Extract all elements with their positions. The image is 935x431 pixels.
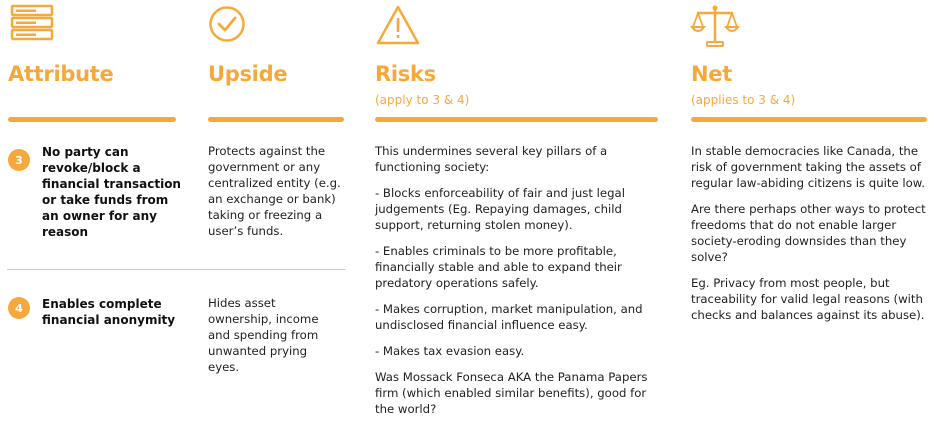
row-divider [7,269,346,270]
header-rule-risks [375,117,658,122]
header-rule-net [691,117,927,122]
risks-paragraph: - Makes tax evasion easy. [375,344,525,358]
attribute-text: Enables complete financial anonymity [42,297,176,327]
net-paragraph: In stable democracies like Canada, the risk of government taking the assets of regular law-abiding citizens is quite low. [691,144,925,190]
header-risks: Risks [375,62,436,86]
risks-column [375,143,667,427]
header-net: Net [691,62,732,86]
header-upside: Upside [208,62,288,86]
header-rule-attribute [8,117,176,122]
server-stack-icon [10,4,56,42]
header-risks-subtitle: (apply to 3 & 4) [375,93,470,107]
check-circle-icon [208,5,248,45]
risks-paragraph: - Blocks enforceability of fair and just legal judgements (Eg. Repaying damages, child support, returning stolen money). [375,186,625,232]
upside-text: Protects against the government or any centralized entity (e.g. an exchange or bank) taking or freezing a user’s funds. [208,144,341,238]
risks-paragraph: This undermines several key pillars of a functioning society: [375,144,608,174]
header-attribute: Attribute [8,62,114,86]
header-net-subtitle: (applies to 3 & 4) [691,93,796,107]
net-column [691,143,929,333]
attribute-text: No party can revoke/block a financial transaction or take funds from an owner for any reason [42,145,181,239]
upside-text: Hides asset ownership, income and spending from unwanted prying eyes. [208,296,319,374]
net-paragraph: Eg. Privacy from most people, but traceability for valid legal reasons (with checks and balances against its abuse). [691,276,925,322]
row-badge: 4 [8,297,30,319]
risks-paragraph: - Enables criminals to be more profitable, financially stable and able to expand their predatory operations safely. [375,244,622,290]
risks-paragraph: Was Mossack Fonseca AKA the Panama Papers firm (which enabled similar benefits), good for the world? [375,370,648,416]
risks-paragraph: - Makes corruption, market manipulation, and undisclosed financial influence easy. [375,302,643,332]
row-badge: 3 [8,149,30,171]
net-paragraph: Are there perhaps other ways to protect freedoms that do not enable larger society-eroding downsides than they solve? [691,202,926,264]
header-rule-upside [208,117,344,122]
warning-icon [376,4,422,46]
scales-icon [690,4,740,50]
